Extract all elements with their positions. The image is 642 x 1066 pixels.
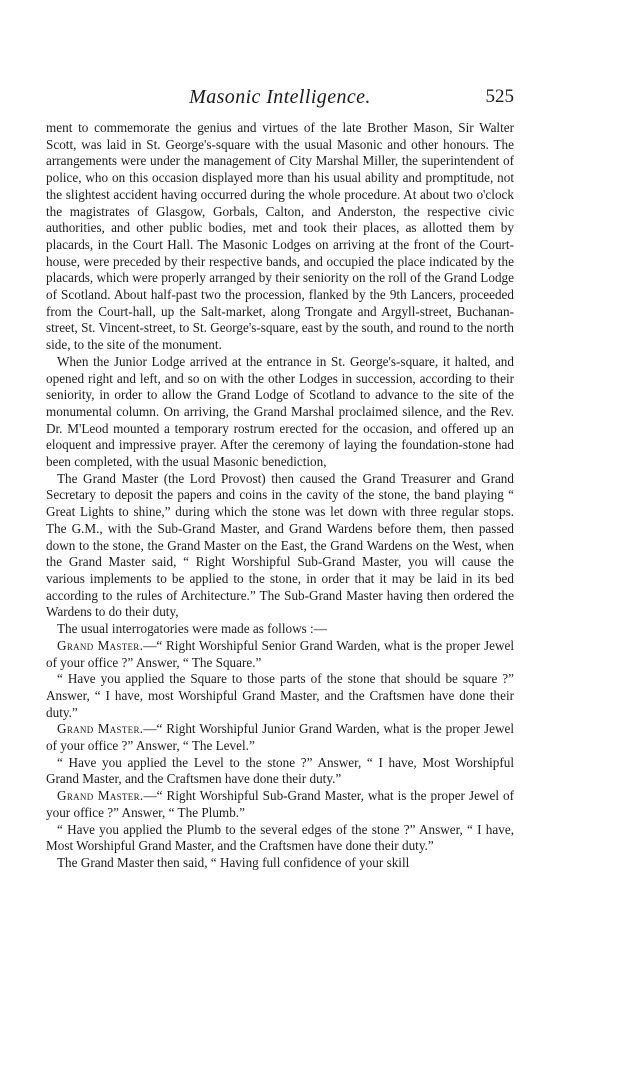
paragraph xyxy=(46,621,514,638)
paragraph xyxy=(46,822,514,855)
paragraph-text: “ Have you applied the Level to the stone ?” Answer, “ I have, Most Worshipful Grand Master, and the Craftsmen have done their duty.” xyxy=(46,754,514,787)
paragraph xyxy=(46,471,514,621)
paragraph-text: ment to commemorate the genius and virtues of the late Brother Mason, Sir Walter Scott, was laid in St. George's-square with the usual Masonic and other honours. The arrangements were under the management of City Marshal Miller, the superintendent of police, who on this occasion displayed more than his usual ability and promptitude, not the slightest accident having occurred during the whole procedure. At about two o'clock the magistrates of Glasgow, Gorbals, Calton, and Anderston, the respective civic authorities, and other public bodies, met and took their places, as allotted them by placards, in the Court Hall. The Masonic Lodges on arriving at the front of the Court-house, were preceded by their respective bands, and occupied the place indicated by the placards, which were properly arranged by their seniority on the roll of the Grand Lodge of Scotland. About half-past two the procession, flanked by the 9th Lancers, proceeded from the Court-hall, up the Salt-market, along Trongate and Argyll-street, Buchanan-street, St. Vincent-street, to St. George's-square, east by the south, and round to the north side, to the site of the monument. xyxy=(46,120,514,353)
paragraph-text: “ Have you applied the Plumb to the several edges of the stone ?” Answer, “ I have, Most Worshipful Grand Master, and the Craftsmen have done their duty.” xyxy=(46,821,514,854)
paragraph-text: “ Have you applied the Square to those parts of the stone that should be square ?” Answer, “ I have, most Worshipful Grand Master, and the Craftsmen have done their duty.” xyxy=(46,671,514,720)
paragraph xyxy=(46,855,514,872)
paragraph xyxy=(46,721,514,754)
speaker-label: Grand Master. xyxy=(57,788,144,804)
paragraph-text: The Grand Master then said, “ Having full confidence of your skill xyxy=(57,854,410,870)
running-head xyxy=(46,86,514,112)
paragraph xyxy=(46,788,514,821)
paragraph-text: The usual interrogatories were made as follows :— xyxy=(57,621,327,637)
paragraph-text: When the Junior Lodge arrived at the entrance in St. George's-square, it halted, and opened right and left, and so on with the other Lodges in succession, according to their seniority, in order to allow the Grand Lodge of Scotland to advance to the site of the monumental column. On arriving, the Grand Marshal proclaimed silence, and the Rev. Dr. M'Leod mounted a temporary rostrum erected for the occasion, and offered up an eloquent and impressive prayer. After the ceremony of laying the foundation-stone had been completed, with the usual Masonic benediction, xyxy=(46,353,514,470)
paragraph xyxy=(46,638,514,671)
speaker-label: Grand Master. xyxy=(57,637,144,653)
paragraph-text: The Grand Master (the Lord Provost) then caused the Grand Treasurer and Grand Secretary to deposit the papers and coins in the cavity of the stone, the band playing “ Great Lights to shine,” during which the stone was let down with three regular stops. The G.M., with the Sub-Grand Master, and Grand Wardens before them, then passed down to the stone, the Grand Master on the East, the Grand Wardens on the West, when the Grand Master said, “ Right Worshipful Sub-Grand Master, you will cause the various implements to be applied to the stone, in order that it may be laid in its bed according to the rules of Architecture.” The Sub-Grand Master having then ordered the Wardens to do their duty, xyxy=(46,470,514,620)
paragraph xyxy=(46,755,514,788)
paragraph xyxy=(46,354,514,471)
running-title: Masonic Intelligence. xyxy=(189,86,371,108)
speaker-label: Grand Master. xyxy=(57,721,144,737)
paragraph xyxy=(46,671,514,721)
paragraph-text: —“ Right Worshipful Junior Grand Warden, what is the proper Jewel of your office ?” Answer, “ The Level.” xyxy=(46,721,515,754)
page xyxy=(46,86,514,872)
paragraph xyxy=(46,120,514,354)
paragraph-text: —“ Right Worshipful Senior Grand Warden, what is the proper Jewel of your office ?” Answer, “ The Square.” xyxy=(46,637,515,670)
paragraph-text: —“ Right Worshipful Sub-Grand Master, what is the proper Jewel of your office ?” Answer, “ The Plumb.” xyxy=(46,788,514,820)
page-number: 525 xyxy=(485,86,514,107)
body-text xyxy=(46,120,514,872)
